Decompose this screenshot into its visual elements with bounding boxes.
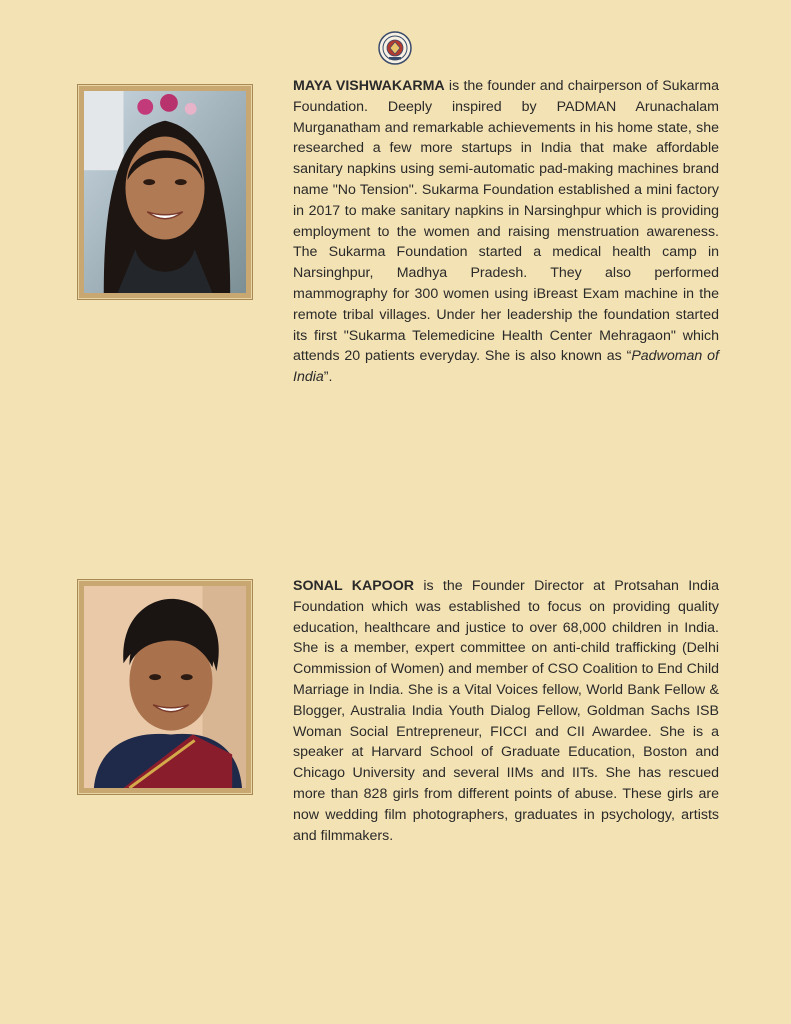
- bio-end: ”.: [323, 369, 333, 386]
- profile-name: SONAL KAPOOR: [293, 578, 414, 594]
- portrait-photo-maya: [77, 84, 253, 300]
- profile-name: MAYA VISHWAKARMA: [293, 78, 445, 94]
- bio-sonal: [293, 576, 719, 846]
- bio-text: is the Founder Director at Protsahan India Foundation which was established to focus on providing quality education, healthcare and justice to over 68,000 children in India. She is a member, expert committee on anti-child trafficking (Delhi Commission of Women) and member of CSO Coalition to End Child Marriage in India. She is a Vital Voices fellow, World Bank Fellow & Blogger, Australia India Youth Dialog Fellow, Goldman Sachs ISB Woman Social Entrepreneur, FICCI and CII Awardee. She is a speaker at Harvard School of Graduate Education, Boston and Chicago University and several IIMs and IITs. She has rescued more than 828 girls from different points of abuse. These girls are now wedding film photographers, graduates in psychology, artists and filmmakers.: [293, 578, 719, 844]
- portrait-photo-sonal: [77, 579, 253, 795]
- bio-maya: [293, 76, 719, 388]
- institution-seal-icon: [378, 31, 412, 65]
- bio-title-italic: Padwoman of India: [293, 348, 719, 386]
- bio-text: is the founder and chairperson of Sukarma Foundation. Deeply inspired by PADMAN Arunachalam Murganatham and remarkable achievements in his home state, she researched a few more startups in India that make affordable sanitary napkins using semi-automatic pad-making machines brand name "No Tension". Sukarma Foundation established a mini factory in 2017 to make sanitary napkins in Narsinghpur which is providing employment to the women and raising menstruation awareness. The Sukarma Foundation started a medical health camp in Narsinghpur, Madhya Pradesh. They also performed mammography for 300 women using iBreast Exam machine in the remote tribal villages. Under her leadership the foundation started its first "Sukarma Telemedicine Health Center Mehragaon" which attends 20 patients everyday. She is also known as “: [293, 78, 719, 365]
